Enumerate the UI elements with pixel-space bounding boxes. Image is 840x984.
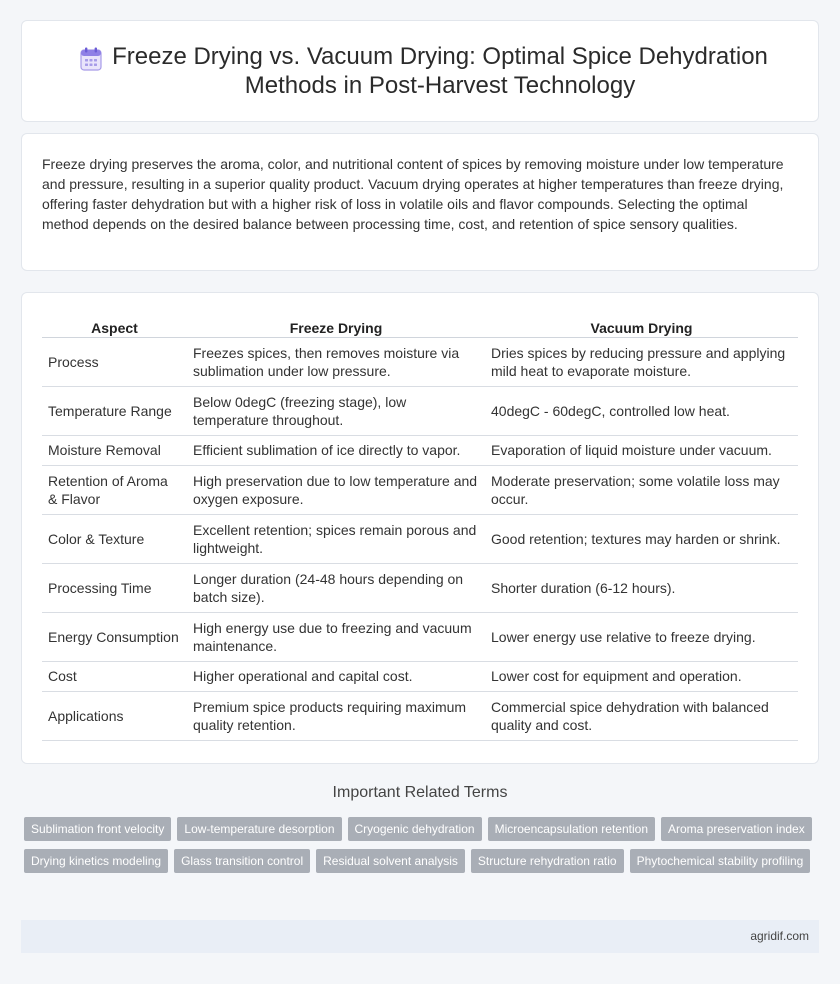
related-term-tag[interactable]: Aroma preservation index [661, 817, 812, 841]
table-row [42, 612, 798, 661]
related-term-tag[interactable]: Phytochemical stability profiling [630, 849, 811, 873]
header-aspect: Aspect [42, 313, 187, 337]
header-freeze-drying: Freeze Drying [187, 313, 485, 337]
table-row [42, 514, 798, 563]
table-row [42, 563, 798, 612]
related-term-tag[interactable]: Drying kinetics modeling [24, 849, 168, 873]
intro-card [21, 133, 819, 271]
related-term-tag[interactable]: Structure rehydration ratio [471, 849, 624, 873]
cell-freeze: Excellent retention; spices remain porous and lightweight. [187, 514, 485, 563]
cell-vacuum: Shorter duration (6-12 hours). [485, 563, 798, 612]
cell-vacuum: Good retention; textures may harden or shrink. [485, 514, 798, 563]
cell-vacuum: Evaporation of liquid moisture under vacuum. [485, 435, 798, 465]
cell-freeze: Higher operational and capital cost. [187, 661, 485, 691]
table-row [42, 465, 798, 514]
cell-freeze: High preservation due to low temperature and oxygen exposure. [187, 465, 485, 514]
calendar-icon [80, 47, 102, 71]
cell-aspect: Cost [42, 661, 187, 691]
cell-vacuum: 40degC - 60degC, controlled low heat. [485, 386, 798, 435]
cell-vacuum: Commercial spice dehydration with balanced quality and cost. [485, 691, 798, 740]
cell-vacuum: Lower cost for equipment and operation. [485, 661, 798, 691]
cell-aspect: Energy Consumption [42, 612, 187, 661]
comparison-table-card [21, 292, 819, 764]
cell-aspect: Moisture Removal [42, 435, 187, 465]
cell-freeze: Below 0degC (freezing stage), low temperature throughout. [187, 386, 485, 435]
cell-aspect: Color & Texture [42, 514, 187, 563]
comparison-table [42, 313, 798, 741]
cell-aspect: Processing Time [42, 563, 187, 612]
cell-aspect: Temperature Range [42, 386, 187, 435]
cell-vacuum: Dries spices by reducing pressure and applying mild heat to evaporate moisture. [485, 337, 798, 386]
header-vacuum-drying: Vacuum Drying [485, 313, 798, 337]
table-header-row [42, 313, 798, 337]
cell-aspect: Applications [42, 691, 187, 740]
related-term-tag[interactable]: Low-temperature desorption [177, 817, 341, 841]
related-terms-list [24, 817, 814, 873]
cell-freeze: Efficient sublimation of ice directly to vapor. [187, 435, 485, 465]
cell-freeze: Freezes spices, then removes moisture via sublimation under low pressure. [187, 337, 485, 386]
cell-vacuum: Moderate preservation; some volatile loss may occur. [485, 465, 798, 514]
cell-freeze: High energy use due to freezing and vacuum maintenance. [187, 612, 485, 661]
related-terms-title: Important Related Terms [332, 784, 508, 801]
page-title: Freeze Drying vs. Vacuum Drying: Optimal Spice Dehydration Methods in Post-Harvest Technology [112, 43, 768, 99]
related-term-tag[interactable]: Glass transition control [174, 849, 310, 873]
table-row [42, 691, 798, 740]
related-term-tag[interactable]: Sublimation front velocity [24, 817, 171, 841]
table-row [42, 661, 798, 691]
cell-freeze: Premium spice products requiring maximum quality retention. [187, 691, 485, 740]
table-row [42, 386, 798, 435]
cell-aspect: Process [42, 337, 187, 386]
cell-freeze: Longer duration (24-48 hours depending on batch size). [187, 563, 485, 612]
cell-aspect: Retention of Aroma & Flavor [42, 465, 187, 514]
related-term-tag[interactable]: Residual solvent analysis [316, 849, 465, 873]
cell-vacuum: Lower energy use relative to freeze drying. [485, 612, 798, 661]
related-term-tag[interactable]: Cryogenic dehydration [348, 817, 482, 841]
table-row [42, 435, 798, 465]
title-card [21, 20, 819, 122]
footer-site-link[interactable]: agridif.com [750, 929, 809, 943]
footer [21, 920, 819, 953]
table-row [42, 337, 798, 386]
related-term-tag[interactable]: Microencapsulation retention [488, 817, 655, 841]
intro-paragraph: Freeze drying preserves the aroma, color, and nutritional content of spices by removing moisture under low temperature and pressure, resulting in a superior quality product. Vacuum drying operates at higher temperatures than freeze drying, offering faster dehydration but with a higher risk of loss in volatile oils and flavor compounds. Selecting the optimal method depends on the desired balance between processing time, cost, and retention of spice sensory qualities. [42, 156, 784, 232]
